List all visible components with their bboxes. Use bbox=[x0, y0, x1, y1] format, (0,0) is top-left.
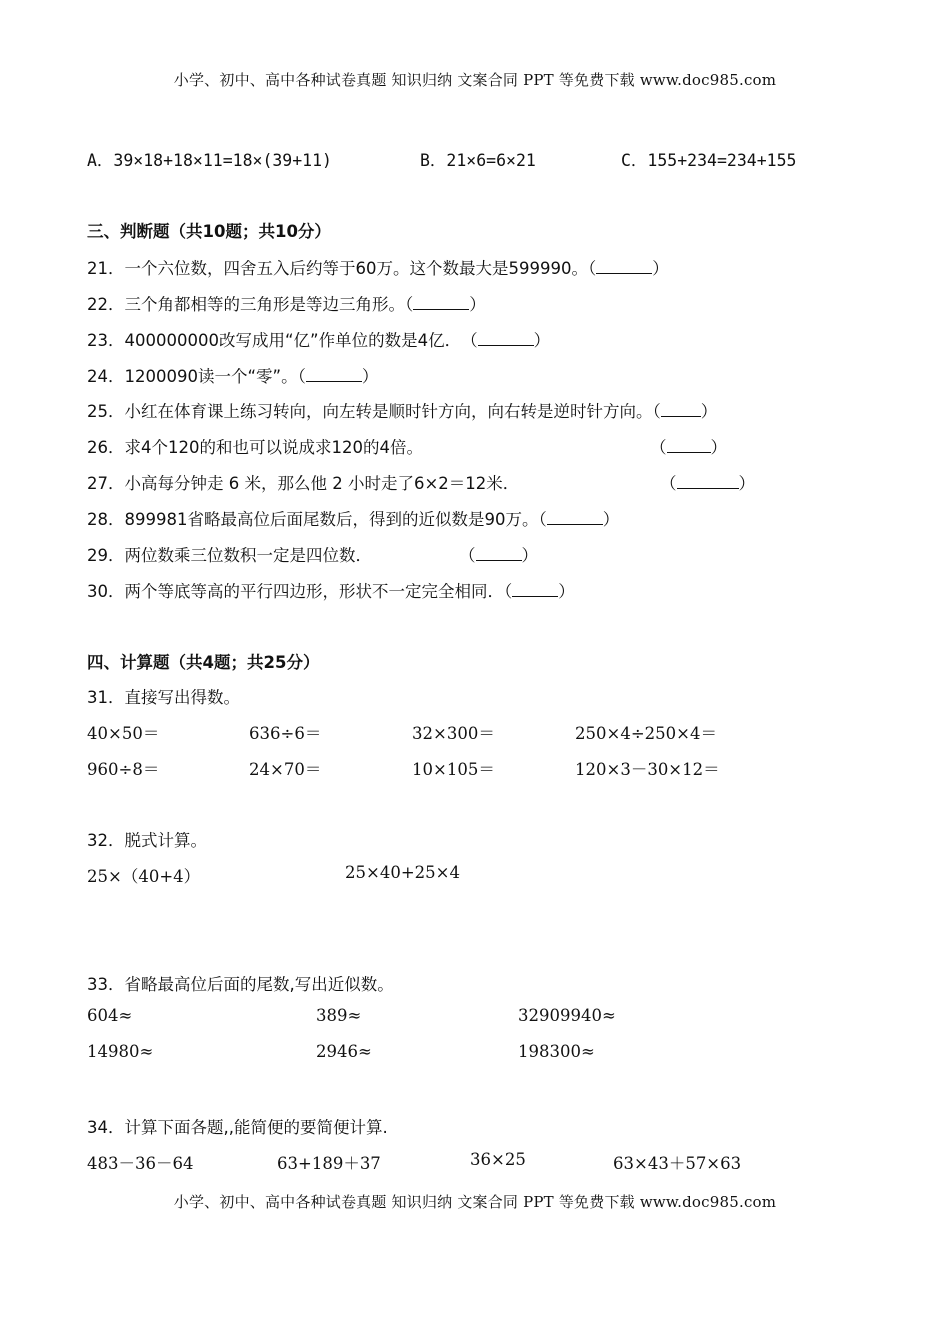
question-text: 27．小高每分钟走 6 米，那么他 2 小时走了6×2＝12米． bbox=[87, 474, 520, 493]
close-paren: ） bbox=[361, 367, 379, 386]
answer-blank[interactable] bbox=[413, 295, 469, 310]
calc-item: 10×105＝ bbox=[412, 760, 495, 779]
calc-item: 250×4÷250×4＝ bbox=[575, 724, 717, 743]
answer-blank[interactable] bbox=[547, 510, 603, 525]
question-30 bbox=[87, 578, 575, 602]
expr-item: 63+189＋37 bbox=[277, 1154, 381, 1173]
question-27 bbox=[87, 470, 519, 494]
question-24 bbox=[87, 363, 378, 387]
approx-item: 198300≈ bbox=[518, 1042, 595, 1061]
expr-item: 483－36－64 bbox=[87, 1154, 194, 1173]
answer-blank[interactable] bbox=[667, 438, 711, 453]
section3-title: 三、判断题（共10题；共10分） bbox=[87, 222, 331, 241]
question-25 bbox=[87, 398, 717, 422]
question-29 bbox=[87, 542, 372, 566]
open-paren: （ bbox=[650, 438, 667, 457]
calc-item: 24×70＝ bbox=[249, 760, 322, 779]
option-c: C．155+234=234+155 bbox=[621, 151, 797, 170]
answer-blank[interactable] bbox=[677, 474, 739, 489]
question-text: 29．两位数乘三位数积一定是四位数． bbox=[87, 546, 372, 565]
approx-item: 2946≈ bbox=[316, 1042, 372, 1061]
question-text: 28．899981省略最高位后面尾数后，得到的近似数是90万。（ bbox=[87, 510, 547, 529]
page-header: 小学、初中、高中各种试卷真题 知识归纳 文案合同 PPT 等免费下载 www.doc985.com bbox=[173, 71, 777, 89]
close-paren: ） bbox=[700, 402, 718, 421]
question-32-title: 32．脱式计算。 bbox=[87, 831, 207, 850]
approx-item: 32909940≈ bbox=[518, 1006, 616, 1025]
question-22 bbox=[87, 291, 486, 315]
open-paren: （ bbox=[459, 546, 476, 565]
question-23 bbox=[87, 327, 550, 351]
answer-blank[interactable] bbox=[306, 367, 362, 382]
question-text: 26．求4个120的和也可以说成求120的4倍。 bbox=[87, 438, 423, 457]
question-text: 21．一个六位数，四舍五入后约等于60万。这个数最大是599990。（ bbox=[87, 259, 597, 278]
question-21 bbox=[87, 255, 669, 279]
approx-item: 604≈ bbox=[87, 1006, 133, 1025]
expr-item: 25×40+25×4 bbox=[345, 863, 460, 882]
close-paren: ） bbox=[652, 259, 669, 278]
question-29-blank bbox=[459, 542, 538, 566]
approx-item: 14980≈ bbox=[87, 1042, 154, 1061]
question-33-title: 33．省略最高位后面的尾数,写出近似数。 bbox=[87, 975, 394, 994]
close-paren: ） bbox=[602, 510, 620, 529]
question-31-title: 31．直接写出得数。 bbox=[87, 688, 240, 707]
calc-item: 32×300＝ bbox=[412, 724, 495, 743]
close-paren: ） bbox=[738, 474, 755, 493]
question-text: 25．小红在体育课上练习转向，向左转是顺时针方向，向右转是逆时针方向。（ bbox=[87, 402, 661, 421]
close-paren: ） bbox=[533, 331, 551, 350]
question-text: 23．400000000改写成用“亿”作单位的数是4亿． （ bbox=[87, 331, 478, 350]
answer-blank[interactable] bbox=[476, 546, 522, 561]
page-footer: 小学、初中、高中各种试卷真题 知识归纳 文案合同 PPT 等免费下载 www.doc985.com bbox=[173, 1193, 777, 1211]
close-paren: ） bbox=[521, 546, 538, 565]
question-text: 22．三个角都相等的三角形是等边三角形。（ bbox=[87, 295, 414, 314]
option-b: B．21×6=6×21 bbox=[420, 151, 536, 170]
close-paren: ） bbox=[710, 438, 727, 457]
approx-item: 389≈ bbox=[316, 1006, 362, 1025]
close-paren: ） bbox=[558, 582, 575, 601]
calc-item: 120×3－30×12＝ bbox=[575, 760, 720, 779]
expr-item: 36×25 bbox=[470, 1150, 526, 1169]
answer-blank[interactable] bbox=[478, 331, 534, 346]
answer-blank[interactable] bbox=[661, 402, 701, 417]
open-paren: （ bbox=[660, 474, 677, 493]
question-26-blank bbox=[650, 434, 727, 458]
calc-item: 636÷6＝ bbox=[249, 724, 322, 743]
option-a: A．39×18+18×11=18×(39+11) bbox=[87, 151, 332, 170]
question-26 bbox=[87, 434, 423, 458]
answer-blank[interactable] bbox=[512, 582, 558, 597]
question-28 bbox=[87, 506, 619, 530]
close-paren: ） bbox=[469, 295, 486, 314]
expr-item: 25×（40+4） bbox=[87, 867, 201, 886]
question-34-title: 34．计算下面各题,,能简便的要简便计算. bbox=[87, 1118, 388, 1137]
answer-blank[interactable] bbox=[596, 259, 652, 274]
calc-item: 960÷8＝ bbox=[87, 760, 160, 779]
expr-item: 63×43＋57×63 bbox=[613, 1154, 742, 1173]
section4-title: 四、计算题（共4题；共25分） bbox=[87, 653, 320, 672]
calc-item: 40×50＝ bbox=[87, 724, 160, 743]
question-text: 30．两个等底等高的平行四边形，形状不一定完全相同．（ bbox=[87, 582, 513, 601]
question-text: 24．1200090读一个“零”。（ bbox=[87, 367, 306, 386]
question-27-blank bbox=[660, 470, 755, 494]
